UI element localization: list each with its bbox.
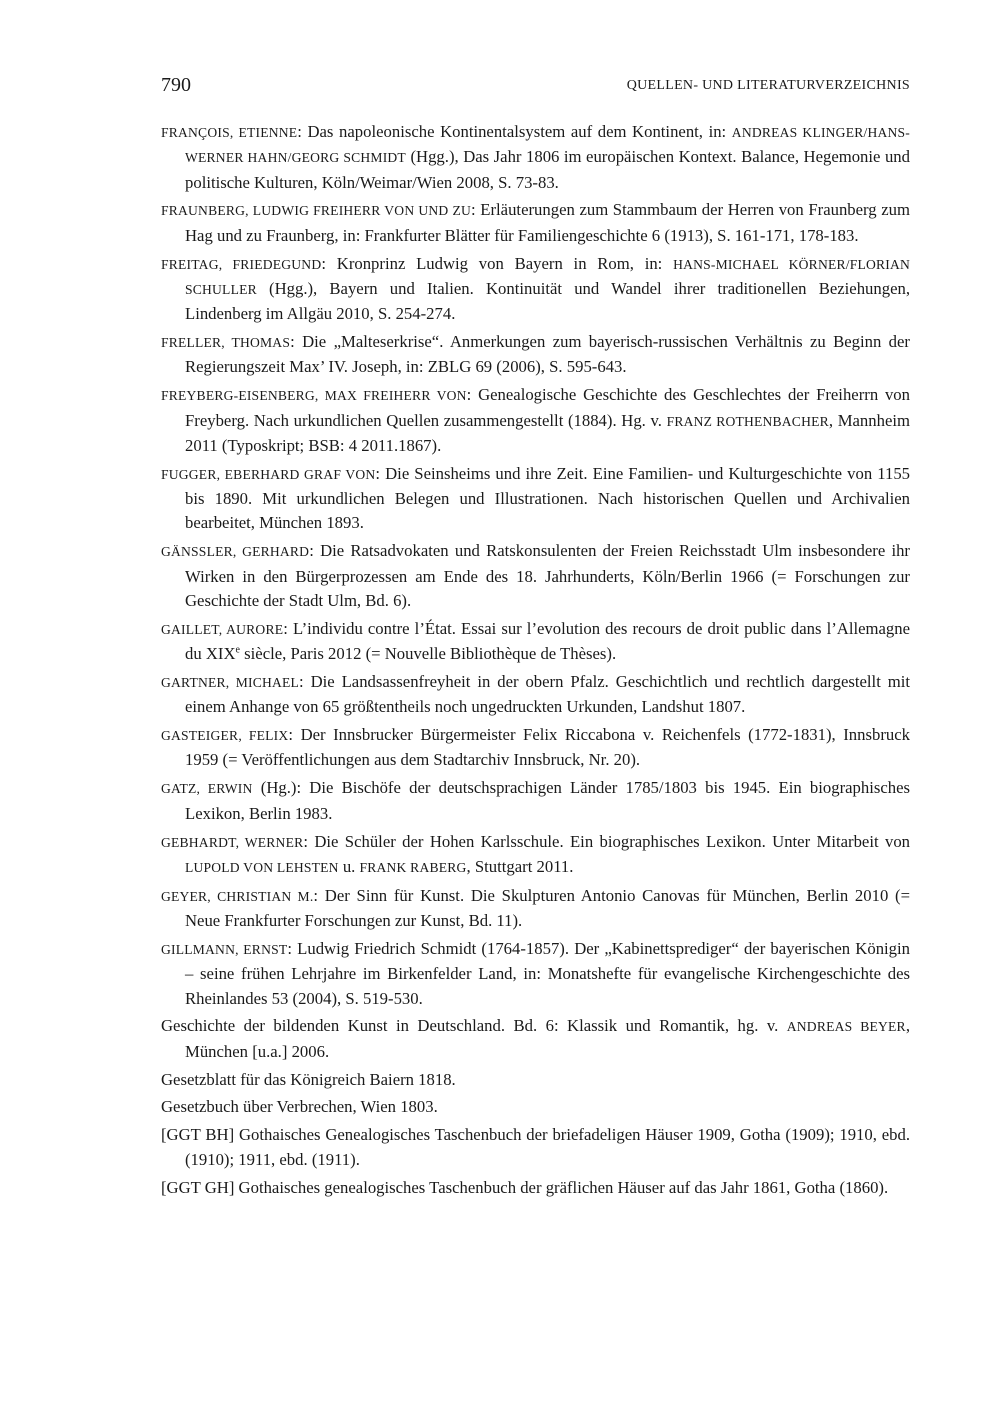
page-number: 790 bbox=[161, 74, 191, 96]
entry-text: , München [u.a.] 2006. bbox=[185, 1016, 910, 1061]
bibliography-entry bbox=[161, 252, 910, 327]
bibliography-entry bbox=[161, 1014, 910, 1064]
entry-editors: ANDREAS BEYER bbox=[786, 1019, 906, 1035]
entry-author: GATZ, ERWIN bbox=[161, 781, 253, 797]
bibliography-entry bbox=[161, 670, 910, 720]
bibliography-entry bbox=[161, 539, 910, 613]
entry-author: FRANÇOIS, ETIENNE bbox=[161, 125, 298, 140]
entry-text: : Der Sinn für Kunst. Die Skulpturen Antonio Canovas für München, Berlin 2010 (= Neue Frankfurter Forschungen zur Kunst, Bd. 11). bbox=[185, 885, 910, 931]
entry-text: : L’individu contre l’État. Essai sur l’evolution des recours de droit public dans l’Allemagne du XIX bbox=[185, 618, 910, 664]
entry-text: (Hgg.), Bayern und Italien. Kontinuität und Wandel ihrer traditionellen Beziehungen, Lindenberg im Allgäu 2010, S. 254-274. bbox=[185, 278, 910, 324]
entry-text: Gesetzbuch über Verbrechen, Wien 1803. bbox=[161, 1097, 438, 1117]
bibliography-entry bbox=[161, 776, 910, 826]
bibliography-entry bbox=[161, 830, 910, 881]
bibliography-entry bbox=[161, 1176, 910, 1200]
superscript-e: e bbox=[235, 644, 240, 656]
entry-text: : Der Innsbrucker Bürgermeister Felix Riccabona v. Reichenfels (1772-1831), Innsbruck 1959 (= Veröffentlichungen aus dem Stadtarchiv Innsbruck, Nr. 20). bbox=[185, 725, 910, 770]
entry-author: FREITAG, FRIEDEGUND bbox=[161, 256, 322, 272]
bibliography-entry bbox=[161, 120, 910, 195]
entry-author: FREYBERG-EISENBERG, MAX FREIHERR VON bbox=[161, 388, 467, 404]
entry-author: GEBHARDT, WERNER bbox=[161, 834, 304, 850]
entry-editors: LUPOLD VON LEHSTEN bbox=[185, 859, 339, 875]
entry-text: [GGT BH] Gothaisches Genealogisches Taschenbuch der briefadeligen Häuser 1909, Gotha (1909); 1910, ebd. (1910); 1911, ebd. (1911). bbox=[161, 1125, 910, 1169]
running-head: QUELLEN- UND LITERATURVERZEICHNIS bbox=[626, 78, 910, 93]
entry-author: GAILLET, AURORE bbox=[161, 621, 284, 637]
entry-text: : Die Schüler der Hohen Karlsschule. Ein biographisches Lexikon. Unter Mitarbeit von bbox=[303, 831, 911, 851]
entry-editors: HANS-MICHAEL KÖRNER/FLORIAN SCHULLER bbox=[185, 256, 911, 297]
bibliography-entry bbox=[161, 884, 910, 934]
entry-text: [GGT GH] Gothaisches genealogisches Taschenbuch der gräflichen Häuser auf das Jahr 1861, Gotha (1860). bbox=[161, 1177, 889, 1197]
entry-text: : Die Ratsadvokaten und Ratskonsulenten der Freien Reichsstadt Ulm insbesondere ihr Wirken in den Bürgerprozessen am Ende des 18. Jahrhunderts, Köln/Berlin 1966 (= Forschungen zur Geschichte der Stadt Ulm, Bd. 6). bbox=[185, 541, 910, 610]
entry-text: : Erläuterungen zum Stammbaum der Herren von Fraunberg zum Hag und zu Fraunberg, in: Frankfurter Blätter für Familiengeschichte 6 (1913), S. 161-171, 178-183. bbox=[185, 200, 910, 245]
entry-text: Geschichte der bildenden Kunst in Deutschland. Bd. 6: Klassik und Romantik, hg. v. bbox=[161, 1016, 787, 1036]
entry-editors: FRANZ ROTHENBACHER bbox=[666, 413, 829, 429]
entry-editors: ANDREAS KLINGER/HANS-WERNER HAHN/GEORG SCHMIDT bbox=[185, 125, 910, 166]
entry-author: FRAUNBERG, LUDWIG FREIHERR VON UND ZU bbox=[161, 203, 472, 219]
entry-text: : Genealogische Geschichte des Geschlechtes der Freiherrn von Freyberg. Nach urkundlichen Quellen zusammengestellt (1884). Hg. v. bbox=[185, 385, 910, 430]
entry-text: : Die Landsassenfreyheit in der obern Pfalz. Geschichtlich und rechtlich dargestellt mit einem Anhange von 65 größtentheils noch ungedruckten Urkunden, Landshut 1807. bbox=[185, 671, 910, 717]
entry-author: GÄNSSLER, GERHARD bbox=[161, 544, 310, 560]
entry-author: GILLMANN, ERNST bbox=[161, 941, 288, 957]
entry-text: : Die „Malteserkrise“. Anmerkungen zum bayerisch-russischen Verhältnis zu Beginn der Regierungszeit Max’ IV. Joseph, in: ZBLG 69 (2006), S. 595-643. bbox=[185, 332, 910, 377]
entry-text: , Mannheim 2011 (Typoskript; BSB: 4 2011.1867). bbox=[185, 410, 910, 455]
entry-author: FRELLER, THOMAS bbox=[161, 335, 291, 351]
entry-text: : Das napoleonische Kontinentalsystem auf dem Kontinent, in: bbox=[297, 122, 732, 141]
bibliography-entry bbox=[161, 937, 910, 1011]
entry-text: (Hg.): Die Bischöfe der deutschsprachigen Länder 1785/1803 bis 1945. Ein biographisches Lexikon, Berlin 1983. bbox=[185, 778, 910, 823]
entry-text: (Hgg.), Das Jahr 1806 im europäischen Kontext. Balance, Hegemonie und politische Kulturen, Köln/Weimar/Wien 2008, S. 73-83. bbox=[185, 147, 910, 192]
bibliography-entry bbox=[161, 330, 910, 380]
entry-text: u. bbox=[338, 856, 360, 876]
entry-author: GEYER, CHRISTIAN M. bbox=[161, 888, 314, 904]
entry-text: : Ludwig Friedrich Schmidt (1764-1857). Der „Kabinettsprediger“ der bayerischen Königin – seine frühen Lehrjahre im Birkenfelder Land, in: Monatshefte für evangelische Kirchengeschichte des Rheinlandes 53 (2004), S. 519-530. bbox=[185, 938, 911, 1008]
bibliography-entry bbox=[161, 462, 910, 536]
entry-author: FUGGER, EBERHARD GRAF VON bbox=[161, 466, 376, 482]
entry-text: siècle, Paris 2012 (= Nouvelle Bibliothèque de Thèses). bbox=[239, 644, 617, 664]
bibliography-entry bbox=[161, 1068, 910, 1092]
bibliography-entry bbox=[161, 617, 910, 667]
bibliography-entry bbox=[161, 1095, 910, 1119]
page-header bbox=[161, 74, 910, 98]
bibliography-entry bbox=[161, 1123, 910, 1172]
bibliography-list bbox=[161, 120, 910, 1203]
entry-author: GASTEIGER, FELIX bbox=[161, 728, 289, 744]
entry-text: Gesetzblatt für das Königreich Baiern 1818. bbox=[161, 1069, 456, 1089]
entry-editors: FRANK RABERG bbox=[359, 859, 467, 875]
entry-author: GARTNER, MICHAEL bbox=[161, 674, 300, 690]
bibliography-entry bbox=[161, 383, 910, 458]
bibliography-entry bbox=[161, 198, 910, 248]
entry-text: : Die Seinsheims und ihre Zeit. Eine Familien- und Kulturgeschichte von 1155 bis 1890. Mit urkundlichen Belegen und Illustrationen. Nach historischen Quellen und Archivalien bearbeitet, München 1893. bbox=[185, 463, 911, 533]
entry-text: , Stuttgart 2011. bbox=[466, 856, 574, 876]
bibliography-entry bbox=[161, 723, 910, 773]
entry-text: : Kronprinz Ludwig von Bayern in Rom, in: bbox=[321, 253, 674, 273]
